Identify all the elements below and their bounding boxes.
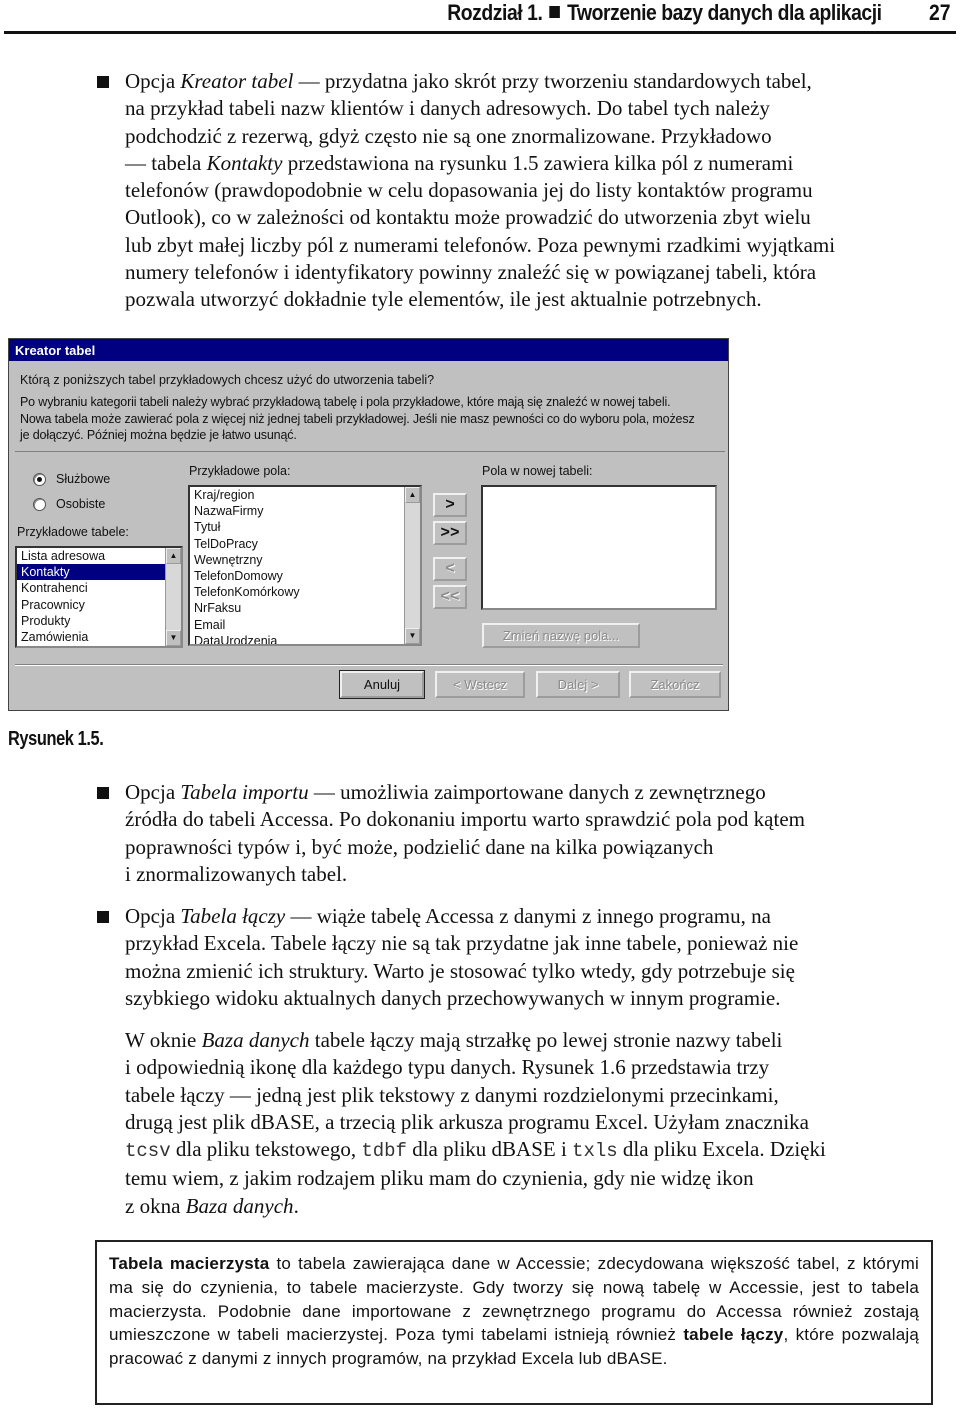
text-line: tcsv dla pliku tekstowego, tdbf dla pliku dBASE i txls dla pliku Excela. Dzięki [125, 1137, 826, 1163]
paragraph-linked-tables [125, 1027, 925, 1220]
chapter-label: Rozdział 1. [447, 0, 543, 25]
sample-tables-label: Przykładowe tabele: [17, 525, 129, 539]
dialog-question: Którą z poniższych tabel przykładowych chcesz użyć do utworzenia tabeli? [20, 373, 435, 387]
bullet-tabela-importu [125, 779, 925, 888]
list-item[interactable]: Kontrahenci [21, 581, 88, 596]
list-item[interactable]: TelefonDomowy [194, 568, 283, 583]
table-wizard-dialog [8, 338, 729, 711]
sample-fields-label: Przykładowe pola: [189, 464, 291, 478]
text-line: lub zbyt małej liczby pól z numerami telefonów. Poza pewnymi rzadkimi wyjątkami [125, 232, 836, 257]
finish-button[interactable]: Zakończ [629, 671, 721, 698]
text-line: przykład Excela. Tabele łączy nie są tak przydatne jak inne tabele, ponieważ nie [125, 931, 799, 956]
dialog-separator [15, 664, 723, 666]
text-line: drugą jest plik dBASE, a trzecią plik arkusza programu Excel. Użyłam znacznika [125, 1109, 809, 1134]
list-item[interactable]: TelDoPracy [194, 536, 258, 551]
text-line: podchodzić z rezerwą, gdyż często nie są one znormalizowane. Przykładowo [125, 123, 772, 148]
note-term: tabele łączy [683, 1325, 784, 1345]
radio-off-icon[interactable] [33, 498, 46, 511]
dialog-instructions: Po wybraniu kategorii tabeli należy wybrać przykładową tabelę i pola przykładowe, które mają się znaleźć w nowej tabeli. Nowa tabela może zawierać pola z więcej niż jednej tabeli przykładowej. Jeśli nie masz pewności co do wyboru pola, możesz je dołączyć. Później można będzie je łatwo usunąć. [20, 395, 695, 442]
text-line: temu wiem, z jakim rodzajem pliku mam do czynienia, gdy nie widzę ikon [125, 1166, 754, 1191]
bullet-tabela-laczy [125, 903, 925, 1012]
square-bullet-icon [97, 787, 109, 799]
text-line: numery telefonów i identyfikatory powinny znaleźć się w powiązanej tabeli, która [125, 260, 817, 285]
text-line: poprawności typów i, być może, podzielić dane na kilka powiązanych [125, 834, 714, 859]
radio-business[interactable]: Służbowe [33, 470, 110, 488]
new-table-fields-list[interactable] [481, 485, 717, 610]
chapter-title: Tworzenie bazy danych dla aplikacji [567, 0, 882, 25]
text-line: i odpowiednią ikonę dla każdego typu danych. Rysunek 1.6 przedstawia trzy [125, 1055, 770, 1080]
list-item[interactable]: TelefonKomórkowy [194, 585, 300, 600]
scroll-down-icon[interactable]: ▼ [166, 630, 181, 646]
new-table-fields-label: Pola w nowej tabeli: [482, 464, 593, 478]
figure-caption: Rysunek 1.5. [8, 728, 104, 750]
text-line: Outlook), co w zależności od kontaktu może prowadzić do utworzenia zbyt wielu [125, 205, 811, 230]
list-item[interactable]: Kraj/region [194, 488, 255, 502]
scrollbar[interactable] [404, 487, 420, 644]
text-line: źródła do tabeli Accessa. Po dokonaniu importu warto sprawdzić pola pod kątem [125, 807, 805, 832]
header-rule [4, 31, 956, 34]
text-line: i znormalizowanych tabel. [125, 861, 348, 886]
remove-field-button[interactable]: < [433, 557, 467, 581]
next-button[interactable]: Dalej > [536, 671, 620, 698]
list-item[interactable]: Produkty [21, 613, 71, 628]
square-bullet-icon [97, 76, 109, 88]
remove-all-fields-button[interactable]: << [433, 585, 467, 609]
list-item[interactable]: Zamówienia [21, 629, 89, 644]
text-line: — tabela Kontakty przedstawiona na rysunku 1.5 zawiera kilka pól z numerami [125, 150, 794, 175]
text-line: można zmienić ich struktury. Warto je stosować tylko wtedy, gdy potrzebuje się [125, 958, 795, 983]
square-bullet-icon [550, 6, 561, 18]
text-line: pozwala utworzyć dokładnie tyle elementów, ile jest aktualnie potrzebnych. [125, 287, 762, 312]
sample-fields-list[interactable] [188, 485, 422, 646]
scroll-down-icon[interactable]: ▼ [405, 628, 420, 644]
page-header [0, 0, 960, 34]
list-item[interactable]: Pracownicy [21, 597, 85, 612]
text-line: Opcja Kreator tabel — przydatna jako skrót przy tworzeniu standardowych tabel, [125, 69, 812, 93]
list-item-selected[interactable]: Kontakty [17, 564, 181, 580]
cancel-button[interactable]: Anuluj [340, 671, 424, 698]
text-line: tabele łączy — jedną jest plik tekstowy z danymi rozdzielonymi przecinkami, [125, 1082, 779, 1107]
text-line: telefonów (prawdopodobnie w celu dopasowania jej do listy kontaktów programu [125, 178, 813, 203]
bullet-kreator-tabel [125, 68, 925, 314]
list-item[interactable]: Lista adresowa [21, 549, 106, 563]
list-item[interactable]: NrFaksu [194, 601, 242, 616]
add-field-button[interactable]: > [433, 493, 467, 517]
note-box [95, 1240, 933, 1405]
rename-field-button[interactable]: Zmień nazwę pola... [482, 623, 640, 648]
text-line: szybkiego widoku aktualnych danych przechowywanych w innym programie. [125, 985, 781, 1010]
list-item[interactable]: NazwaFirmy [194, 504, 264, 519]
text-line: z okna Baza danych. [125, 1193, 299, 1218]
scrollbar[interactable] [165, 548, 181, 646]
text-line: W oknie Baza danych tabele łączy mają strzałkę po lewej stronie nazwy tabeli [125, 1028, 783, 1052]
note-text: Tabela macierzysta to tabela zawierająca dane w Accessie; zdecydowana większość tabel, z którymi ma się do czynienia, to tabele macierzyste. Gdy tworzy się nową tabelę w Accessie, jest to tabela macierzysta. Podobnie dane importowane z zewnętrznego programu do Accessa również zostają umieszczone w tabeli macierzystej. Poza tymi tabelami istnieją również tabele łączy, które pozwalają pracować z danymi z innych programów, na przykład Excela lub dBASE. [109, 1254, 920, 1369]
note-term: Tabela macierzysta [109, 1254, 270, 1273]
square-bullet-icon [97, 911, 109, 923]
add-all-fields-button[interactable]: >> [433, 521, 467, 545]
scroll-up-icon[interactable]: ▲ [405, 487, 420, 503]
text-line: Opcja Tabela importu — umożliwia zaimportowane danych z zewnętrznego [125, 780, 766, 804]
list-item[interactable]: Email [194, 617, 226, 632]
running-head [448, 0, 882, 26]
sample-tables-list[interactable] [15, 546, 183, 648]
scroll-up-icon[interactable]: ▲ [166, 548, 181, 564]
radio-personal[interactable]: Osobiste [33, 495, 105, 513]
list-item[interactable]: Tytuł [194, 520, 221, 535]
text-line: na przykład tabeli nazw klientów i danych adresowych. Do tabel tych należy [125, 96, 770, 121]
back-button[interactable]: < Wstecz [435, 671, 525, 698]
list-item[interactable]: DataUrodzenia [194, 633, 278, 646]
page-number: 27 [928, 0, 950, 25]
dialog-title: Kreator tabel [9, 339, 728, 361]
text-line: Opcja Tabela łączy — wiąże tabelę Accessa z danymi z innego programu, na [125, 904, 771, 928]
radio-on-icon[interactable] [33, 473, 46, 486]
list-item[interactable]: Wewnętrzny [194, 552, 263, 567]
